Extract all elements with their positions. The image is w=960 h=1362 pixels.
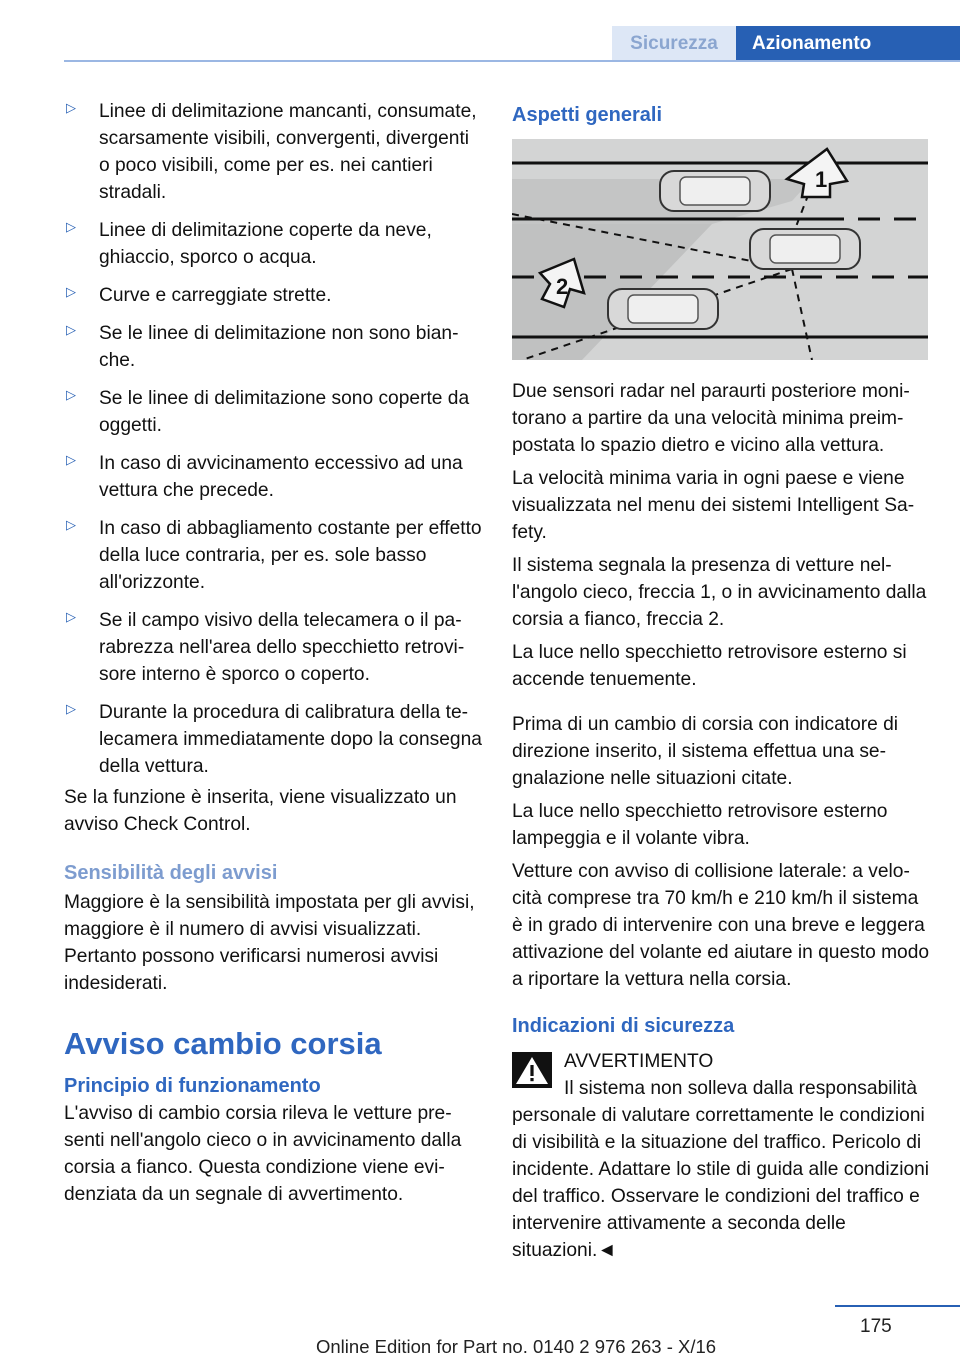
arrow-1-label: 1: [815, 167, 828, 192]
list-item: ▷ Linee di delimitazione coperte da neve, ghiaccio, sporco o acqua.: [66, 219, 432, 268]
list-item: ▷ In caso di abbagliamento costante per effetto della luce contraria, per es. sole basso all'orizzonte.: [66, 517, 482, 593]
main-heading: Avviso cambio corsia: [64, 1026, 382, 1061]
paragraph: Due sensori radar nel paraurti posteriore monitorano a partire da una velocità minima preimpostata lo spazio dietro e vicino alla vettura.: [512, 381, 910, 456]
arrow-2-label: 2: [556, 274, 569, 299]
bullet-triangle-icon: ▷: [66, 517, 76, 532]
general-heading: Aspetti generali: [512, 104, 663, 126]
lane-change-illustration: [512, 139, 928, 360]
header-divider: [64, 60, 960, 62]
left-column: [64, 98, 482, 1214]
bullet-triangle-icon: ▷: [66, 452, 76, 467]
paragraph: La velocità minima varia in ogni paese e viene visualizzata nel menu dei sistemi Intelligent Safety.: [512, 468, 915, 543]
bullet-triangle-icon: ▷: [66, 701, 76, 716]
paragraph: La luce nello specchietto retrovisore esterno lampeggia e il volante vibra.: [512, 801, 888, 849]
paragraph: Vetture con avviso di collisione laterale: a velocità comprese tra 70 km/h e 210 km/h il sistema è in grado di intervenire con una breve e leggera attivazione del volante ed aiutare in questo modo a riportare la vettura nella corsia.: [512, 861, 930, 990]
principle-heading: Principio di funzionamento: [64, 1075, 321, 1097]
car-2: [750, 229, 860, 269]
section-tab-azionamento[interactable]: Azionamento: [736, 26, 960, 61]
bullet-triangle-icon: ▷: [66, 387, 76, 402]
warning-triangle-icon: [512, 1052, 552, 1088]
footer-divider: [835, 1305, 960, 1307]
warning-title: AVVERTIMENTO: [564, 1051, 714, 1072]
limitations-list: [64, 98, 482, 780]
sensitivity-heading: Sensibilità degli avvisi: [64, 862, 278, 884]
list-item: ▷ Curve e carreggiate strette.: [66, 284, 332, 306]
section-tab-sicurezza[interactable]: Sicurezza: [612, 26, 736, 61]
bullet-triangle-icon: ▷: [66, 322, 76, 337]
warning-text: Il sistema non solleva dalla responsabilità personale di valutare correttamente le condizioni di visibilità e la situazione del traffico. Pericolo di incidente. Adattare lo stile di guida alle condizioni del traffico. Osservare le condizioni del traffico e intervenire attivamente a seconda delle situazioni.◄: [512, 1078, 930, 1261]
check-control-note: Se la funzione è inserita, viene visualizzato un avviso Check Control.: [64, 787, 457, 835]
paragraph: Il sistema segnala la presenza di vetture nell'angolo cieco, freccia 1, o in avvicinamento dalla corsia a fianco, freccia 2.: [512, 555, 927, 630]
car-1: [660, 171, 770, 211]
sensitivity-text: Maggiore è la sensibilità impostata per gli avvisi, maggiore è il numero di avvisi visualizzati. Pertanto possono verificarsi numerosi avvisi indesiderati.: [64, 892, 475, 994]
paragraph: Prima di un cambio di corsia con indicatore di direzione inserito, il sistema effettua una segnalazione nelle situazioni citate.: [512, 714, 899, 789]
safety-heading: Indicazioni di sicurezza: [512, 1015, 735, 1037]
principle-text: L'avviso di cambio corsia rileva le vetture presenti nell'angolo cieco o in avvicinamento dalla corsia a fianco. Questa condizione viene evidenziata da un segnale di avvertimento.: [64, 1103, 462, 1205]
list-item: ▷ Se il campo visivo della telecamera o il parabrezza nell'area dello specchietto retrovisore interno è sporco o coperto.: [66, 609, 465, 685]
list-item: ▷ Se le linee di delimitazione non sono bianche.: [66, 322, 459, 371]
paragraph: La luce nello specchietto retrovisore esterno si accende tenuemente.: [512, 642, 907, 690]
page-header: [0, 0, 960, 62]
car-3: [608, 289, 718, 329]
bullet-triangle-icon: ▷: [66, 284, 76, 299]
lane-diagram: [512, 139, 928, 360]
bullet-triangle-icon: ▷: [66, 100, 76, 115]
page-number: 175: [860, 1316, 892, 1337]
edition-footer: Online Edition for Part no. 0140 2 976 263 - X/16: [316, 1336, 717, 1357]
list-item: ▷ Durante la procedura di calibratura della telecamera immediatamente dopo la consegna della vettura.: [66, 701, 482, 777]
right-column: [512, 98, 932, 1270]
list-item: ▷ In caso di avvicinamento eccessivo ad una vettura che precede.: [66, 452, 463, 501]
list-item: ▷ Linee di delimitazione mancanti, consumate, scarsamente visibili, convergenti, divergenti o poco visibili, come per es. nei cantieri stradali.: [66, 100, 477, 203]
list-item: ▷ Se le linee di delimitazione sono coperte da oggetti.: [66, 387, 470, 436]
warning-block: [512, 1048, 932, 1264]
bullet-triangle-icon: ▷: [66, 219, 76, 234]
bullet-triangle-icon: ▷: [66, 609, 76, 624]
